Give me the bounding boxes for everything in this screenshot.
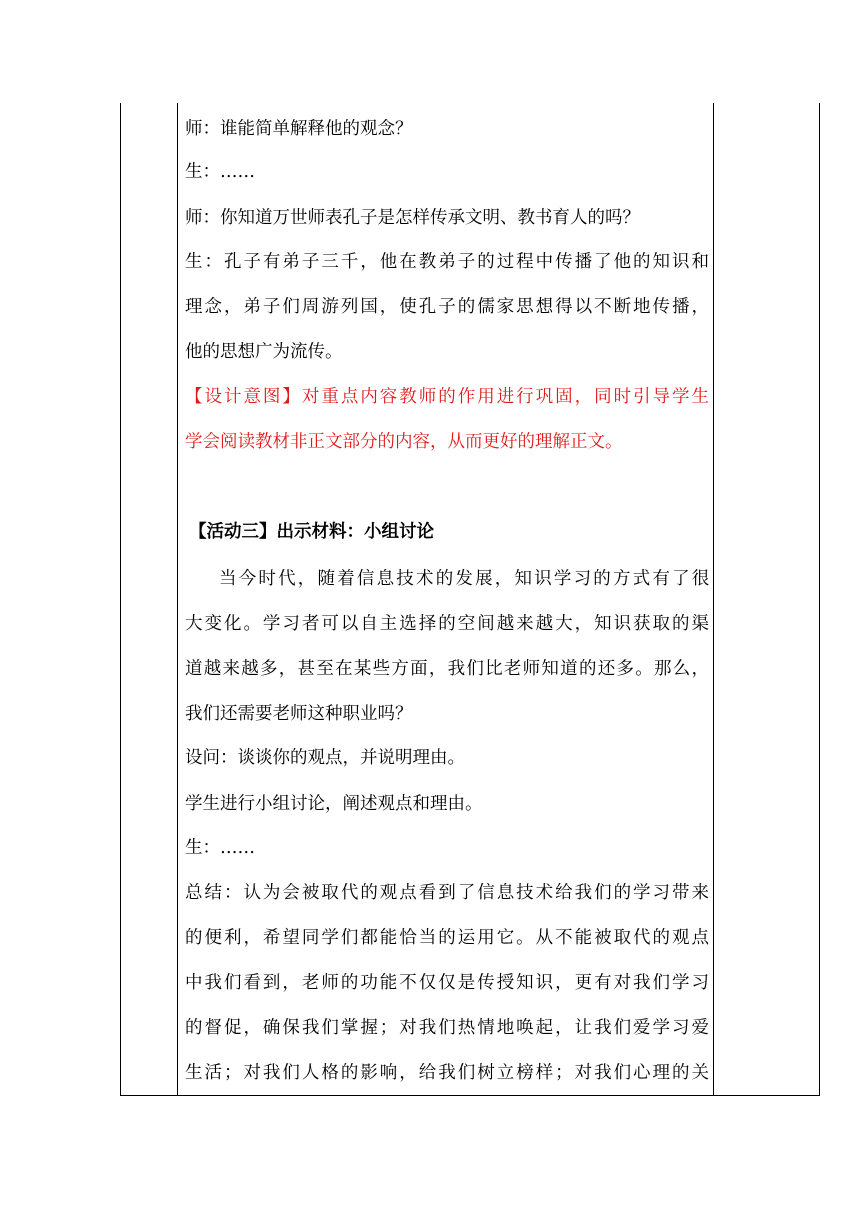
material-paragraph-line: 大变化。学习者可以自主选择的空间越来越大，知识获取的渠 [185, 614, 709, 634]
summary-line: 的便利，希望同学们都能恰当的运用它。从不能被取代的观点 [185, 928, 709, 948]
summary-line: 生活；对我们人格的影响，给我们树立榜样；对我们心理的关 [185, 1063, 709, 1083]
dialogue-student-answer-3: 生：…… [185, 838, 255, 858]
dialogue-teacher-question: 师：谁能简单解释他的观念？ [185, 119, 413, 139]
dialogue-teacher-question-2: 师：你知道万世师表孔子是怎样传承文明、教书育人的吗？ [185, 208, 640, 228]
design-intent-line: 学会阅读教材非正文部分的内容，从而更好的理解正文。 [185, 432, 623, 452]
paragraph-line: 理念，弟子们周游列国，使孔子的儒家思想得以不断地传播， [185, 297, 709, 317]
summary-line: 的督促，确保我们掌握；对我们热情地唤起，让我们爱学习爱 [185, 1018, 709, 1038]
summary-line: 中我们看到，老师的功能不仅仅是传授知识，更有对我们学习 [185, 973, 709, 993]
activity-heading: 【活动三】出示材料：小组讨论 [189, 522, 434, 542]
table-border-col2 [713, 103, 714, 1096]
design-intent-line: 【设计意图】对重点内容教师的作用进行巩固，同时引导学生 [185, 387, 709, 407]
table-border-col1 [177, 103, 178, 1096]
material-paragraph-line: 当今时代，随着信息技术的发展，知识学习的方式有了很 [219, 569, 712, 589]
dialogue-student-answer: 生：…… [185, 162, 255, 182]
material-paragraph-line: 我们还需要老师这种职业吗？ [185, 704, 413, 724]
summary-line: 总结：认为会被取代的观点看到了信息技术给我们的学习带来 [185, 883, 709, 903]
table-border-left [120, 103, 121, 1096]
dialogue-student-answer-2: 生：孔子有弟子三千，他在教弟子的过程中传播了他的知识和 [185, 252, 709, 272]
question-prompt: 设问：谈谈你的观点，并说明理由。 [185, 748, 465, 768]
group-discussion-note: 学生进行小组讨论，阐述观点和理由。 [185, 794, 483, 814]
table-border-bottom [120, 1095, 820, 1096]
material-paragraph-line: 道越来越多，甚至在某些方面，我们比老师知道的还多。那么， [185, 659, 709, 679]
paragraph-line: 他的思想广为流传。 [185, 342, 343, 362]
table-border-right [819, 103, 820, 1096]
